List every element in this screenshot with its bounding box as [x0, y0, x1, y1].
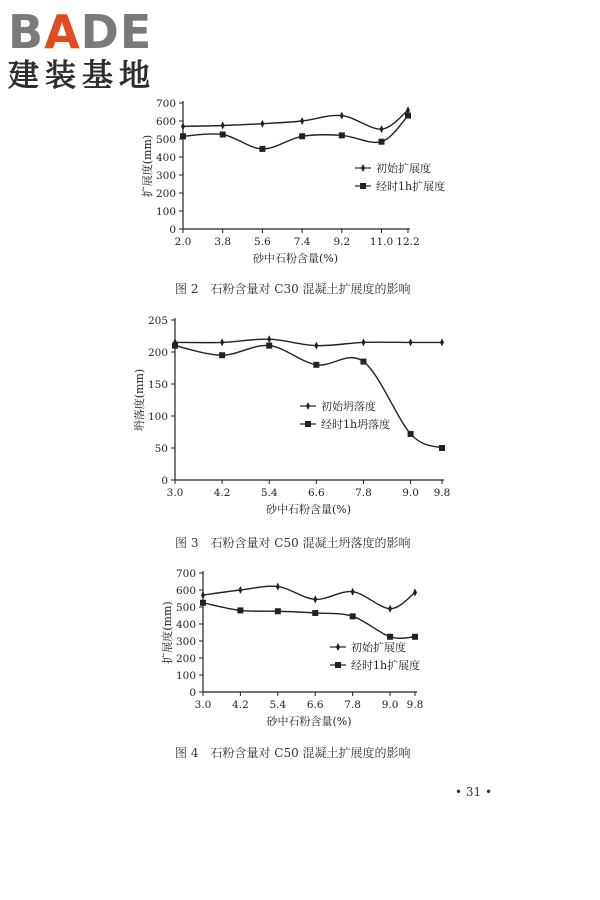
- data-point-series-2: [220, 132, 226, 138]
- data-point-series-2: [408, 431, 414, 437]
- x-tick-label: 9.0: [402, 487, 419, 499]
- series-line-1: [203, 586, 415, 608]
- data-point-series-1: [300, 117, 304, 125]
- legend-marker-1: [306, 402, 310, 410]
- y-tick-label: 0: [189, 687, 196, 699]
- legend-label-2: 经时1h扩展度: [351, 659, 421, 672]
- y-axis-label: 扩展度(mm): [141, 134, 154, 198]
- chart-c30-spread: [0, 95, 600, 275]
- data-point-series-2: [439, 445, 445, 451]
- x-tick-label: 9.2: [333, 236, 351, 248]
- y-tick-label: 50: [154, 443, 168, 455]
- data-point-series-1: [220, 338, 224, 346]
- data-point-series-1: [221, 122, 225, 130]
- series-line-1: [183, 110, 408, 129]
- figure-caption-2: 图 2 石粉含量对 C30 混凝土扩展度的影响: [175, 282, 411, 296]
- data-point-series-1: [409, 338, 413, 346]
- data-point-series-1: [238, 586, 242, 594]
- legend-marker-2: [360, 183, 366, 189]
- x-axis-label: 砂中石粉含量(%): [265, 503, 352, 516]
- data-point-series-2: [180, 133, 186, 139]
- x-tick-label: 11.0: [369, 236, 394, 248]
- x-tick-label: 7.4: [293, 236, 311, 248]
- data-point-series-2: [200, 600, 206, 606]
- data-point-series-2: [313, 362, 319, 368]
- data-point-series-2: [219, 352, 225, 358]
- data-point-series-1: [351, 588, 355, 596]
- data-point-series-2: [259, 146, 265, 152]
- data-point-series-1: [440, 338, 444, 346]
- y-tick-label: 200: [175, 653, 196, 665]
- data-point-series-1: [388, 605, 392, 613]
- x-tick-label: 5.4: [260, 487, 278, 499]
- data-point-series-1: [201, 591, 205, 599]
- data-point-series-2: [379, 139, 385, 145]
- y-tick-label: 500: [175, 602, 196, 614]
- y-tick-label: 400: [175, 619, 196, 631]
- y-tick-label: 600: [175, 585, 196, 597]
- data-point-series-2: [405, 113, 411, 119]
- data-point-series-2: [360, 359, 366, 365]
- y-tick-label: 600: [155, 116, 176, 128]
- data-point-series-1: [313, 595, 317, 603]
- y-axis-label: 扩展度(mm): [161, 601, 174, 664]
- y-tick-label: 300: [175, 636, 196, 648]
- x-tick-label: 6.6: [308, 487, 325, 499]
- data-point-series-1: [361, 338, 365, 346]
- y-tick-label: 100: [147, 411, 168, 423]
- logo-wordmark: BADE: [8, 5, 153, 59]
- figure-caption-4: 图 4 石粉含量对 C50 混凝土扩展度的影响: [175, 746, 411, 760]
- page-number: • 31 •: [455, 785, 493, 799]
- x-tick-label: 7.8: [344, 699, 361, 711]
- y-tick-label: 700: [155, 98, 176, 110]
- x-tick-label: 9.8: [406, 699, 424, 711]
- x-tick-label: 7.8: [355, 487, 372, 499]
- data-point-series-1: [267, 335, 271, 343]
- legend-label-1: 初始坍落度: [321, 400, 376, 413]
- data-point-series-1: [340, 112, 344, 120]
- y-tick-label: 500: [155, 134, 176, 146]
- data-point-series-2: [299, 133, 305, 139]
- series-line-1: [175, 339, 442, 346]
- data-point-series-1: [413, 589, 417, 597]
- data-point-series-1: [380, 125, 384, 133]
- y-tick-label: 200: [155, 188, 176, 200]
- y-tick-label: 200: [147, 347, 168, 359]
- x-axis-label: 砂中石粉含量(%): [252, 252, 339, 265]
- series-line-2: [203, 603, 415, 639]
- y-tick-label: 0: [161, 475, 168, 487]
- legend-marker-2: [335, 662, 341, 668]
- logo-subtitle: 建装基地: [8, 58, 156, 94]
- figure-caption-3: 图 3 石粉含量对 C50 混凝土坍落度的影响: [175, 536, 411, 550]
- x-tick-label: 9.8: [433, 487, 451, 499]
- data-point-series-2: [266, 343, 272, 349]
- series-line-2: [183, 116, 408, 149]
- data-point-series-2: [312, 610, 318, 616]
- data-point-series-1: [260, 120, 264, 128]
- y-axis-label: 坍落度(mm): [133, 368, 146, 432]
- y-tick-label: 700: [175, 568, 196, 580]
- x-tick-label: 4.2: [232, 699, 249, 711]
- y-tick-label: 100: [175, 670, 196, 682]
- data-point-series-2: [339, 132, 345, 138]
- legend-label-1: 初始扩展度: [376, 162, 431, 175]
- data-point-series-1: [276, 583, 280, 591]
- x-tick-label: 2.0: [174, 236, 192, 248]
- x-tick-label: 4.2: [213, 487, 231, 499]
- x-tick-label: 9.0: [381, 699, 399, 711]
- series-line-2: [175, 345, 442, 448]
- chart-c50-spread: [0, 565, 600, 740]
- y-tick-label: 400: [155, 152, 176, 164]
- x-tick-label: 5.4: [269, 699, 287, 711]
- data-point-series-2: [412, 634, 418, 640]
- y-tick-label: 300: [155, 170, 176, 182]
- data-point-series-2: [237, 607, 243, 613]
- data-point-series-1: [181, 122, 185, 130]
- x-tick-label: 3.0: [194, 699, 212, 711]
- legend-marker-1: [361, 164, 365, 172]
- legend-marker-2: [305, 421, 311, 427]
- legend-label-2: 经时1h扩展度: [376, 180, 446, 193]
- data-point-series-1: [314, 342, 318, 350]
- legend-marker-1: [336, 643, 340, 651]
- y-tick-label: 150: [147, 379, 168, 391]
- x-tick-label: 3.8: [214, 236, 232, 248]
- x-tick-label: 6.6: [306, 699, 324, 711]
- data-point-series-2: [172, 343, 178, 349]
- x-tick-label: 5.6: [254, 236, 271, 248]
- brand-logo: [8, 6, 183, 94]
- legend-label-2: 经时1h坍落度: [321, 418, 391, 431]
- data-point-series-2: [350, 613, 356, 619]
- chart-c50-slump: [0, 310, 600, 530]
- y-tick-label: 205: [147, 315, 168, 327]
- data-point-series-2: [387, 634, 393, 640]
- x-tick-label: 3.0: [166, 487, 184, 499]
- legend-label-1: 初始扩展度: [351, 641, 406, 654]
- y-tick-label: 0: [169, 224, 176, 236]
- data-point-series-2: [275, 608, 281, 614]
- y-tick-label: 100: [155, 206, 176, 218]
- x-tick-label: 12.2: [396, 236, 420, 248]
- x-axis-label: 砂中石粉含量(%): [266, 715, 352, 728]
